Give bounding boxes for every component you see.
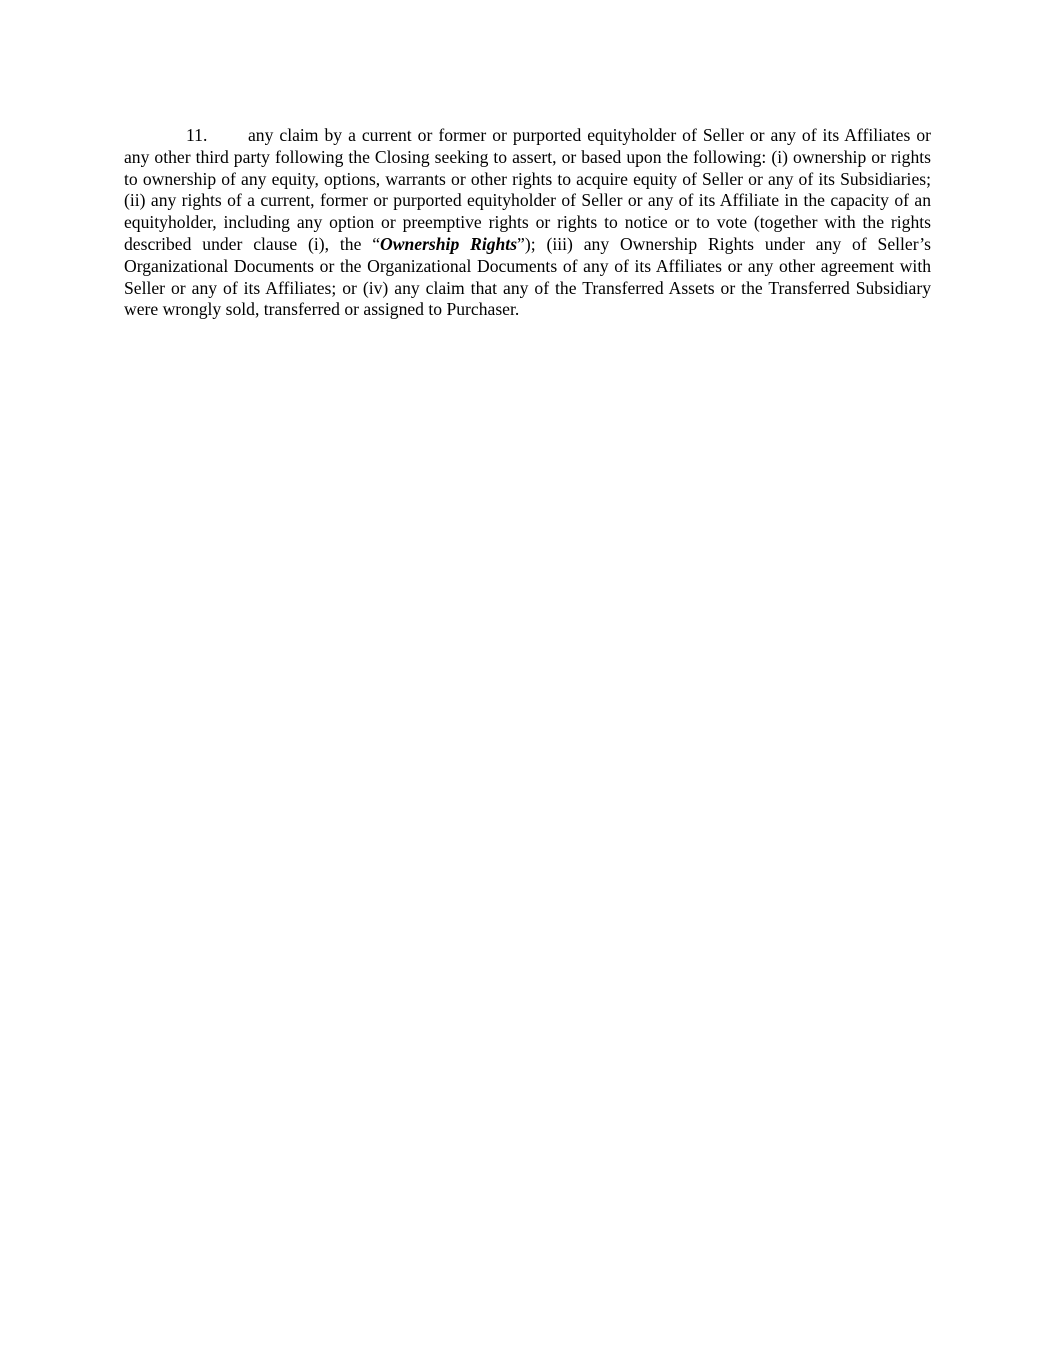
clause-text-before-term: any claim by a current or former or purported equityholder of Seller or any of its Affiliates or any other third party following the Closing seeking to assert, or based upon the following: (i) ownership or rights to ownership of any equity, options, warrants or other rights to acquire equity of Seller or any of its Subsidiaries; (ii) any rights of a current, former or purported equityholder of Seller or any of its Affiliate in the capacity of an equityholder, including any option or preemptive rights or rights to notice or to vote (together with the rights described under clause (i), the “ bbox=[124, 125, 931, 254]
clause-text-after-term: ”); (iii) any Ownership Rights under any of Seller’s Organizational Documents or the Organizational Documents of any of its Affiliates or any other agreement with Seller or any of its Affiliates; or (iv) any claim that any of the Transferred Assets or the Transferred Subsidiary were wrongly sold, transferred or assigned to Purchaser. bbox=[124, 233, 931, 320]
clause-11-paragraph bbox=[124, 125, 931, 321]
defined-term-ownership-rights: Ownership Rights bbox=[380, 233, 518, 254]
clause-number: 11. bbox=[186, 125, 208, 145]
